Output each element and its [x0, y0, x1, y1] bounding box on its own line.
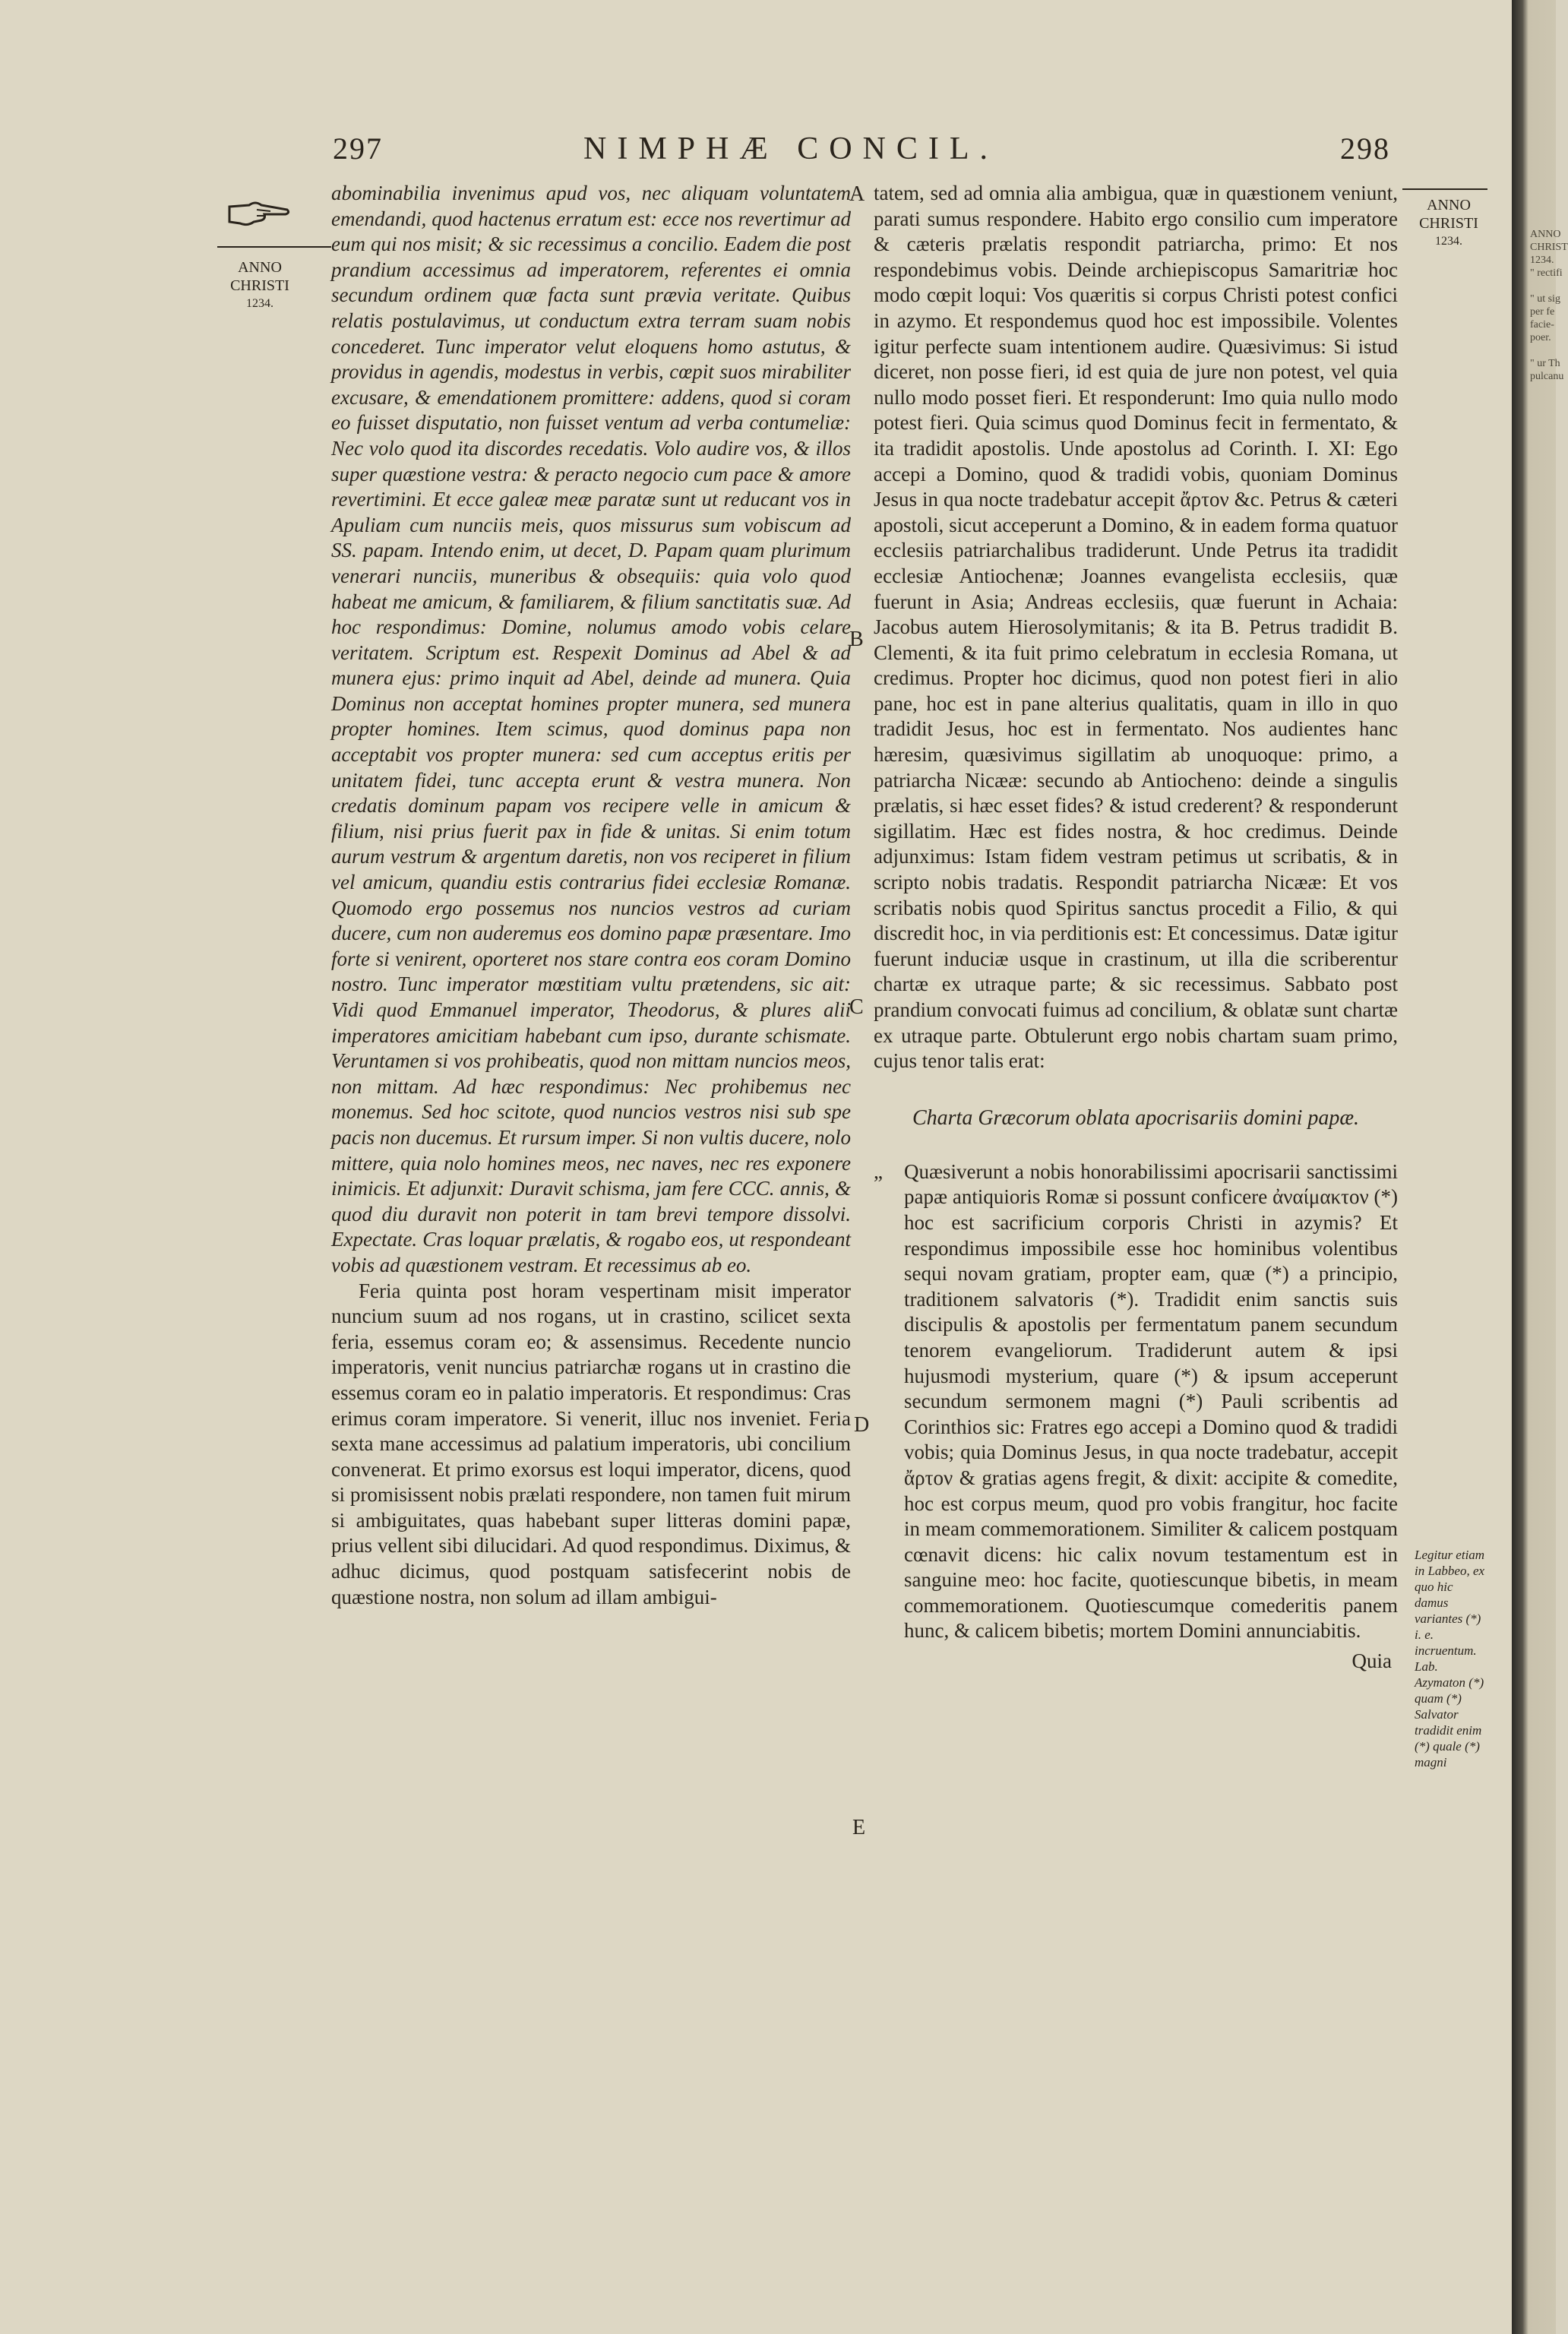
right-text-column	[874, 181, 1398, 1675]
next-page-edge	[1512, 0, 1568, 2334]
left-margin-year	[222, 258, 298, 313]
catchword: Quia	[1351, 1649, 1392, 1673]
variant-readings-note: Legitur etiam in Labbeo, ex quo hic damus variantes (*) i. e. incruentum. Lab. Azymaton (*) quam (*) Salvator tradidit enim (*) quale (*) magni	[1415, 1548, 1485, 1769]
left-paragraph: Feria quinta post horam vespertinam misit imperator nuncium suum ad nos rogans, ut in crastino, scilicet sexta feria, essemus coram eo; & assensimus. Recedente nuncio imperatoris, venit nuncius patriarchæ rogans ut in crastino die essemus coram eo in palatio imperatoris. Et respondimus: Cras erimus coram imperatore. Si venerit, illuc nos inveniet. Feria sexta mane accessimus ad palatium imperatoris, ubi concilium convenerat. Et primo exorsus est loqui imperator, dicens, quod si promisissent nobis prælati respondere, non tamen fuit mirum si ambiguitates, quas habebant super litteras domini papæ, prius vellent sibi dilucidari. Ad quod respondimus. Diximus, & adhuc dicimus, quod postquam satisfecerint nobis de quæstione nostra, non solum ad illam ambigui-	[331, 1279, 851, 1608]
left-margin-rule	[217, 246, 331, 248]
right-margin-rule	[1402, 188, 1487, 190]
christi-label: CHRISTI	[1419, 215, 1478, 232]
running-title: NIMPHÆ CONCIL.	[583, 131, 999, 166]
anno-label: ANNO	[238, 259, 282, 276]
section-letter-e: E	[852, 1816, 866, 1839]
right-margin-year	[1407, 196, 1491, 251]
next-page-fragments: ANNO CHRIST 1234. " rectifi " ut sig per fe facie- poer. " ur Th pulcanu	[1530, 229, 1568, 382]
anno-label: ANNO	[1427, 197, 1471, 213]
right-paragraph: tatem, sed ad omnia alia ambigua, quæ in quæstionem veniunt, parati sumus respondere. Habito ergo consilio cum imperatore & cæteris prælatis respondit patriarcha, primo: Et nos respondebimus vobis. Deinde archiepiscopus Samaritriæ hoc modo cœpit loqui: Vos quæritis si corpus Christi potest confici in azymo. Et respondemus quod hoc est impossibile. Volentes igitur perfecte suam intentionem audire. Quæsivimus: Si istud diceret, non posse fieri, id est quia de jure non potest, vel quia nullo modo posset fieri. Et responderunt: Imo quia nullo modo potest fieri. Quia scimus quod Dominus fecit in fermentato, & ita tradidit apostolis. Unde apostolus ad Corinth. I. XI: Ego accepi a Domino, quod & tradidi vobis, quoniam Dominus Jesus in qua nocte tradebatur accepit ἄρτον &c. Petrus & cæteri apostoli, sicut acceperunt a Domino, & in eadem forma quatuor ecclesiis patriarchalibus tradiderunt. Unde Petrus ita tradidit ecclesiæ Antiochenæ; Joannes evangelista ecclesiis, quæ fuerunt in Asia; Andreas ecclesiis, quæ fuerunt in Achaia: Jacobus autem Hierosolymitanis; & ita B. Petrus tradidit B. Clementi, & ita fuit primo celebratum in ecclesia Romana, ut credimus. Propter hoc dicimus, quod non potest fieri in alio pane, hoc est in pane alterius qualitatis, quam in illo in quo tradidit Jesus, hoc est in fermentato. Nos audientes hanc hæresim, quæsivimus sigillatim ab unoquoque: primo, a patriarcha Nicææ: secundo ab Antiocheno: deinde a singulis prælatis, si hæc esset fides? & istud crederent? & responderunt sigillatim. Hæc est fides nostra, & hoc credimus. Deinde adjunximus: Istam fidem vestram petimus ut scribatis, & in scripto nobis tradatis. Respondit patriarcha Nicææ: Et vos scribatis nobis quod Spiritus sanctus procedit a Filio, & qui discredit hoc, in via perditionis est: Et concessimus. Datæ igitur fuerunt induciæ usque in crastinum, ut illa die scriberentur chartæ ex utraque parte; & sic recessimus. Sabbato post prandium convocati fuimus ad concilium, & oblatæ sunt chartæ ex utraque parte. Obtulerunt ergo nobis chartam suam primo, cujus tenor talis erat:	[874, 182, 1398, 1073]
left-text-column	[331, 181, 851, 1610]
section-letter-a: A	[849, 182, 865, 206]
right-page-number: 298	[1340, 131, 1390, 166]
section-letter-c: C	[849, 995, 864, 1019]
section-letter-d: D	[854, 1413, 870, 1437]
pointing-hand-icon	[226, 199, 292, 229]
section-letter-b: B	[849, 628, 864, 651]
charta-text: „ Quæsiverunt a nobis honorabilissimi apocrisarii sanctissimi papæ antiquioris Romæ si possunt conficere ἀναίμακτον (*) hoc est sacrificium corporis Christi in azymis? Et respondimus impossibile esse hoc hominibus volentibus sequi novam gratiam, propter eam, quæ (*) a principio, traditionem salvatoris (*). Tradidit enim sanctis suis discipulis & apostolis per fermentatum panem secundum tenorem evangeliorum. Tradiderunt autem & ipsi hujusmodi mysterium, quare (*) & ipsum acceperunt secundum sermonem magni (*) Pauli scribentis ad Corinthios sic: Fratres ego accepi a Domino quod & tradidi vobis; quia Dominus Jesus, in qua nocte tradebatur, accepit ἄρτον & gratias agens fregit, & dixit: accipite & comedite, hoc est corpus meum, quod pro vobis frangitur, hoc facite in meam commemorationem. Similiter & calicem postquam cœnavit dicens: hic calix novum testamentum est in sanguine meo: hoc facite, quotiescunque bibetis, in meam commemorationem. Quotiescumque comederitis panem hunc, & calicem bibetis; mortem Domini annunciabitis.	[874, 1159, 1398, 1644]
year-label: 1234.	[246, 297, 273, 310]
charta-heading: Charta Græcorum oblata apocrisariis domini papæ.	[912, 1105, 1360, 1130]
left-paragraph: abominabilia invenimus apud vos, nec aliquam voluntatem emendandi, quod hactenus erratum est: ecce nos revertimur ad eum qui nos misit; & sic recessimus a concilio. Eadem die post prandium accessimus ad imperatorem, referentes ei omnia secundum ordinem quæ facta sunt prævia veritate. Quibus relatis postulavimus, ut conductum extra terram suam nobis concederet. Tunc imperator velut eloquens homo astutus, & providus in agendis, modestus in verbis, cœpit suos mirabiliter excusare, & emendationem promittere: addens, quod si coram eo fuisset disputatio, non fuisset ventum ad verba contumeliæ: Nec volo quod ita discordes recedatis. Volo audire vos, & illos super quæstione vestra: & peracto negocio cum pace & amore revertimini. Et ecce galeæ meæ paratæ sunt ut reducant vos in Apuliam cum nunciis meis, quos missurus sum vobiscum ad SS. papam. Intendo enim, ut decet, D. Papam quam plurimum venerari nunciis, muneribus & obsequiis: quia volo quod habeat me amicum, & familiarem, & filium sanctitatis suæ. Ad hoc respondimus: Domine, nolumus amodo vobis celare veritatem. Scriptum est. Respexit Dominus ad Abel & ad munera ejus: primo inquit ad Abel, deinde ad munera. Quia Dominus non acceptat homines propter munera, sed munera propter homines. Item scimus, quod dominus papa non acceptabit vos propter munera: sed cum acceptus eritis per unitatem fidei, tunc accepta erunt & vestra munera. Non credatis dominum papam vos recipere velle in amicum & filium, nisi prius fuerit pax in fide & unitas. Si enim totum aurum vestrum & argentum daretis, non vos reciperet in filium vel amicum, quandiu estis contrarius fidei ecclesiæ Romanæ. Quomodo ergo possemus nos nuncios vestros ad curiam ducere, cum non auderemus eos domino papæ præsentare. Imo forte si venirent, oporteret nos stare contra eos coram Domino nostro. Tunc imperator mœstitiam vultu prætendens, sic ait: Vidi quod Emmanuel imperator, Theodorus, & plures alii imperatores amicitiam habebant cum ipso, durante schismate. Veruntamen si vos prohibeatis, quod non mittam nuncios meos, non mittam. Ad hæc respondimus: Nec prohibemus nec monemus. Sed hoc scitote, quod nuncios vestros nisi sub spe pacis non ducemus. Et rursum imper. Si non vultis ducere, nolo mittere, quia nolo homines meos, nec naves, nec res exponere inimicis. Et adjunxit: Duravit schisma, jam fere CCC. annis, & quod diu duravit non poterit in tam brevi tempore dissolvi. Expectate. Cras loquar prælatis, & rogabo eos, ut respondeant vobis ad quæstionem vestram. Et recessimus ab eo.	[331, 182, 851, 1276]
christi-label: CHRISTI	[230, 277, 289, 294]
year-label: 1234.	[1435, 235, 1462, 248]
left-page-number: 297	[333, 131, 383, 166]
